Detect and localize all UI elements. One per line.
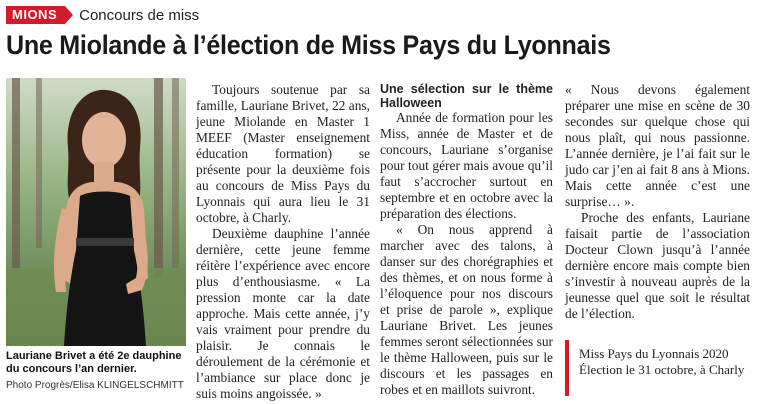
paragraph: Deuxième dauphine l’année dernière, cette jeune femme réitère l’expérience avec encore plus d’enthousiasme. « La pression monte car la date approche. Mais cette année, j’y vais vraiment pour prendre du plaisir. Je connais le déroulement de la cérémonie et l’ambiance sur place donc je suis moins angoissée. » [196, 226, 370, 401]
section-subhead: Une sélection sur le thème Halloween [380, 82, 553, 110]
location-tag: MIONS [6, 6, 65, 24]
event-info-box [565, 340, 750, 396]
paragraph: Proche des enfants, Lauriane faisait partie de l’association Docteur Clown jusqu’à l’année dernière encore mais compte bien s’investir à nouveau auprès de la jeunesse quel que soit le résultat de l’élection. [565, 210, 750, 321]
photo-credit: Photo Progrès/Elisa KLINGELSCHMITT [6, 380, 184, 391]
photo-caption: Lauriane Brivet a été 2e dauphine du concours l’an dernier. [6, 350, 182, 375]
paragraph: « Nous devons également préparer une mise en scène de 30 secondes sur quelque chose qui nous plaît, qui nous passionne. L’année dernière, je l’ai fait sur le judo car j’en ai fait 8 ans à Mions. Mais cette année c’est une surprise… ». [565, 82, 750, 209]
kicker [6, 6, 199, 24]
article-column-2 [380, 82, 553, 398]
paragraph: « On nous apprend à marcher avec des talons, à danser sur des chorégraphies et des thèmes, et on nous forme à l’éloquence pour nos discours et prise de parole », explique Lauriane Brivet. Les jeunes femmes seront sélectionnées sur le thème Halloween, puis sur le discours et les passages en robes et en maillots suivront. [380, 222, 553, 397]
article-column-1 [196, 82, 370, 402]
rubric-label: Concours de miss [79, 6, 200, 24]
article-headline: Une Miolande à l’élection de Miss Pays du Lyonnais [6, 30, 611, 60]
article-column-3 [565, 82, 750, 322]
event-date: Élection le 31 octobre, à Charly [579, 362, 745, 377]
paragraph: Année de formation pour les Miss, année de Master et de concours, Lauriane s’organise pour tout gérer mais avoue qu’il faut s’accrocher surtout en septembre et en octobre avec la préparation des élections. [380, 110, 553, 221]
portrait-illustration [6, 78, 186, 346]
event-title: Miss Pays du Lyonnais 2020 [579, 346, 729, 361]
paragraph: Toujours soutenue par sa famille, Lauriane Brivet, 22 ans, jeune Miolande en Master 1 MEEF (Master enseignement éducation formation) se présente pour la deuxième fois au concours de Miss Pays du Lyonnais qui aura lieu le 31 octobre, à Charly. [196, 82, 370, 225]
portrait-photo [6, 78, 186, 346]
